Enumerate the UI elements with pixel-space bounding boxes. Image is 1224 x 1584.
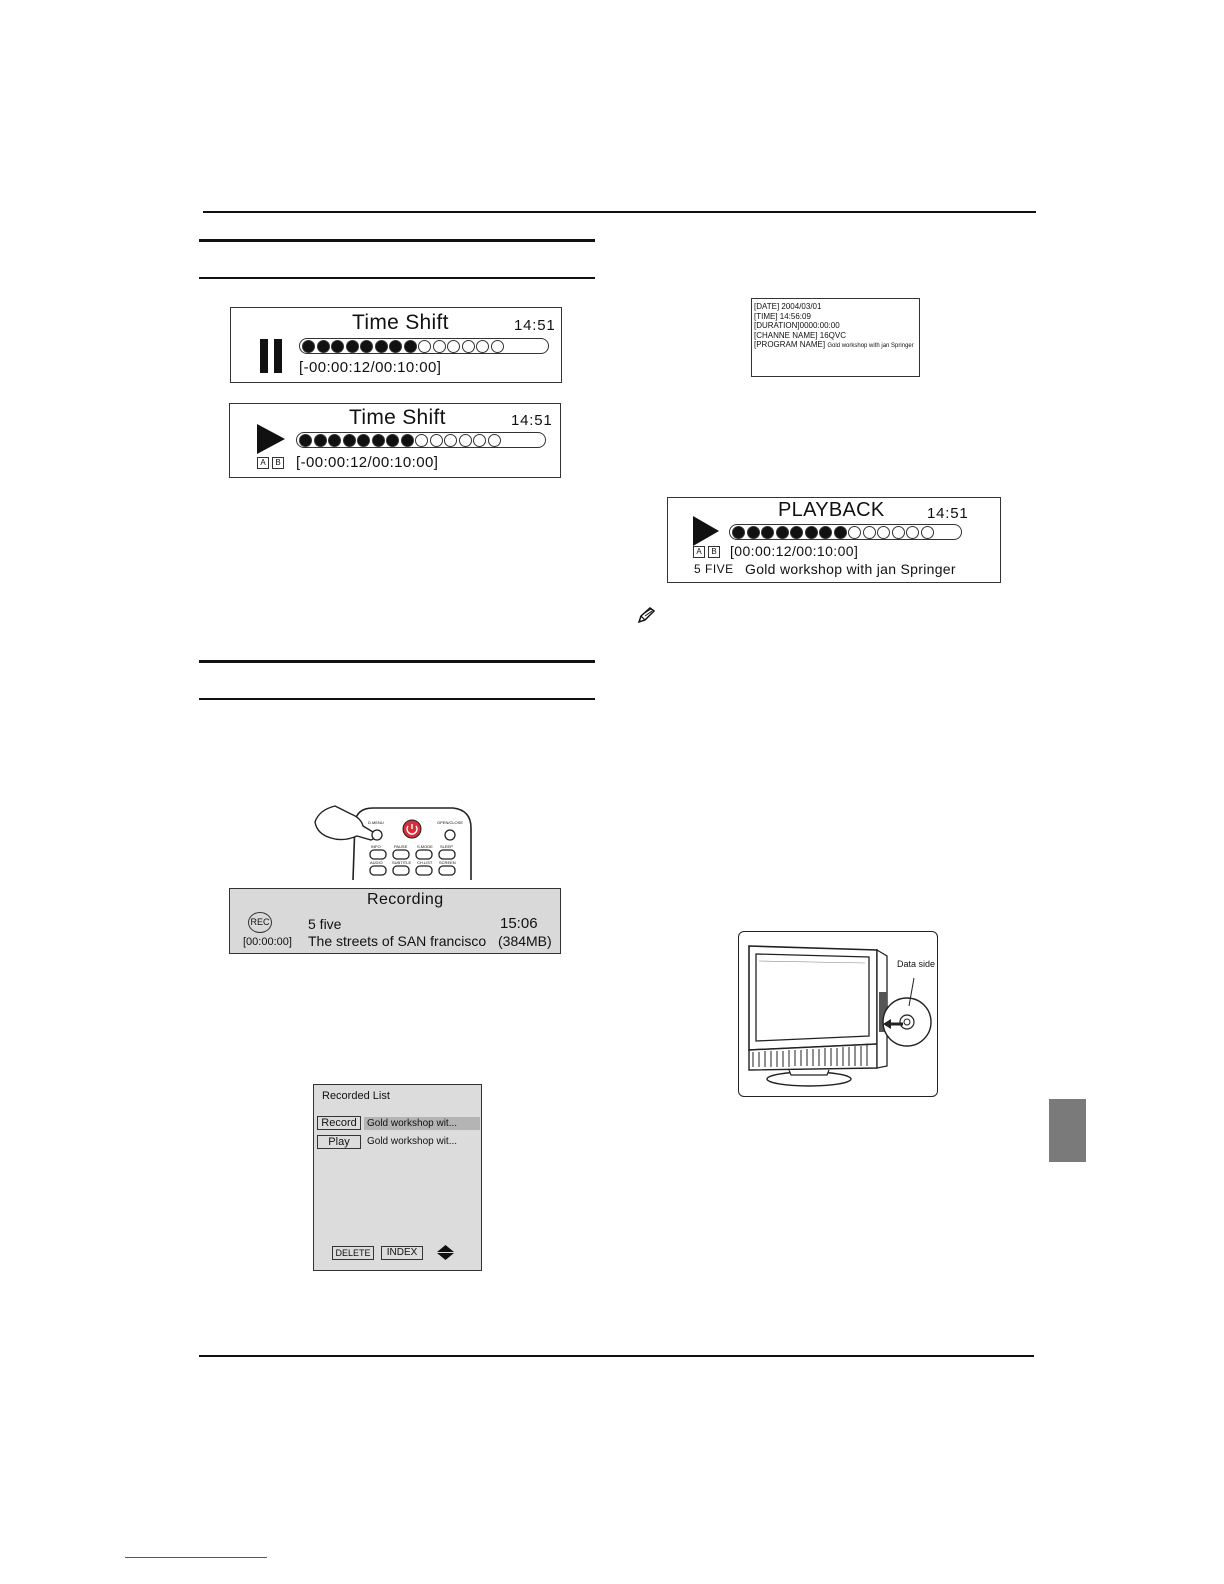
ab-repeat-indicator	[257, 457, 284, 469]
timeshift-play-clock: 14:51	[511, 412, 553, 429]
recording-clock: 15:06	[500, 915, 538, 932]
progress-dot-filled	[401, 434, 414, 447]
timeshift-play-time: [-00:00:12/00:10:00]	[296, 454, 439, 471]
playback-clock: 14:51	[927, 505, 969, 522]
progress-dot-empty	[433, 340, 446, 353]
recording-panel	[229, 888, 561, 954]
info-channel: [CHANNE NAME] 16QVC	[754, 330, 847, 340]
delete-button-label: DELETE	[335, 1248, 371, 1258]
timeshift-pause-progress	[299, 338, 549, 354]
note-pencil-icon	[637, 606, 657, 624]
progress-dot-filled	[343, 434, 356, 447]
recording-elapsed: [00:00:00]	[243, 936, 292, 948]
progress-dot-filled	[761, 526, 774, 539]
progress-dot-filled	[302, 340, 315, 353]
progress-dot-filled	[375, 340, 388, 353]
playback-program: Gold workshop with jan Springer	[745, 561, 956, 577]
remote-label-audio: AUDIO	[370, 860, 383, 865]
info-program	[754, 340, 917, 352]
progress-dot-filled	[328, 434, 341, 447]
remote-label-sleep: SLEEP	[440, 844, 453, 849]
playback-panel	[667, 497, 1001, 583]
info-time: [TIME] 14:56:09	[754, 311, 811, 321]
b-marker: B	[708, 546, 720, 558]
remote-illustration	[313, 802, 473, 880]
remote-label-subtitle: SUBTITLE	[392, 860, 412, 865]
timeshift-play-title: Time Shift	[349, 406, 446, 429]
progress-dot-filled	[317, 340, 330, 353]
index-button-label: INDEX	[386, 1247, 418, 1258]
progress-dot-empty	[921, 526, 934, 539]
b-marker: B	[272, 457, 284, 469]
list-item[interactable]	[364, 1135, 480, 1148]
progress-dot-empty	[430, 434, 443, 447]
progress-dot-filled	[346, 340, 359, 353]
recording-channel: 5 five	[308, 916, 342, 932]
timeshift-pause-clock: 14:51	[514, 317, 556, 334]
bottom-link-underline	[125, 1557, 267, 1558]
recorded-list-title: Recorded List	[322, 1090, 390, 1102]
progress-dot-empty	[462, 340, 475, 353]
remote-drawing	[313, 802, 473, 880]
progress-dot-filled	[732, 526, 745, 539]
play-button-label: Play	[328, 1136, 350, 1148]
ab-repeat-indicator	[693, 546, 720, 558]
progress-dot-empty	[863, 526, 876, 539]
data-side-label: Data side	[897, 959, 936, 969]
progress-dot-filled	[299, 434, 312, 447]
progress-dot-empty	[877, 526, 890, 539]
recorded-list-panel	[313, 1084, 482, 1271]
list-item[interactable]	[364, 1117, 480, 1130]
delete-button[interactable]	[332, 1246, 374, 1260]
progress-dot-empty	[491, 340, 504, 353]
progress-dot-empty	[488, 434, 501, 447]
progress-dot-empty	[906, 526, 919, 539]
header-rule	[203, 211, 1036, 213]
footer-rule	[199, 1355, 1034, 1357]
section2-top-rule	[199, 660, 595, 663]
progress-dot-empty	[415, 434, 428, 447]
playback-time: [00:00:12/00:10:00]	[730, 543, 859, 559]
progress-dot-filled	[389, 340, 402, 353]
tv-disc-drawing	[739, 932, 939, 1098]
list-item-name: Gold workshop wit...	[367, 1118, 458, 1129]
progress-dot-filled	[747, 526, 760, 539]
timeshift-pause-title: Time Shift	[352, 311, 449, 334]
progress-dot-empty	[892, 526, 905, 539]
progress-dot-empty	[447, 340, 460, 353]
progress-dot-empty	[473, 434, 486, 447]
timeshift-pause-time: [-00:00:12/00:10:00]	[299, 359, 442, 376]
side-tab	[1049, 1099, 1086, 1162]
index-button[interactable]	[381, 1246, 423, 1260]
progress-dot-filled	[360, 340, 373, 353]
playback-channel: 5 FIVE	[694, 562, 734, 576]
progress-dot-empty	[459, 434, 472, 447]
progress-dot-filled	[386, 434, 399, 447]
progress-dot-empty	[476, 340, 489, 353]
section1-bottom-rule	[199, 277, 595, 279]
record-button[interactable]	[317, 1116, 361, 1130]
progress-dot-filled	[834, 526, 847, 539]
timeshift-play-panel	[229, 403, 561, 478]
pause-icon	[260, 339, 284, 373]
progress-dot-filled	[357, 434, 370, 447]
progress-dot-empty	[444, 434, 457, 447]
play-button[interactable]	[317, 1135, 361, 1149]
recording-size: (384MB)	[498, 933, 552, 949]
remote-label-smode: S.MODE	[417, 844, 433, 849]
info-date: [DATE] 2004/03/01	[754, 302, 822, 311]
remote-label-dmenu: D.MENU	[368, 820, 384, 825]
remote-label-pause: PAUSE	[394, 844, 408, 849]
recording-title: Recording	[367, 891, 444, 908]
rec-badge-text: REC	[250, 917, 270, 927]
remote-label-info: INFO	[371, 844, 381, 849]
progress-dot-filled	[805, 526, 818, 539]
list-item-name: Gold workshop wit...	[367, 1136, 458, 1147]
play-icon	[693, 516, 719, 546]
section1-top-rule	[199, 239, 595, 242]
info-duration: [DURATION]0000:00:00	[754, 321, 840, 331]
up-down-arrow-icon[interactable]	[437, 1245, 454, 1260]
progress-dot-filled	[404, 340, 417, 353]
info-program-value: Gold workshop with jan Springer	[827, 343, 914, 350]
timeshift-play-progress	[296, 432, 546, 448]
progress-dot-filled	[776, 526, 789, 539]
section2-bottom-rule	[199, 698, 595, 700]
info-program-label: [PROGRAM NAME]	[754, 340, 826, 350]
play-icon	[257, 424, 285, 454]
disc-insert-figure	[738, 931, 938, 1097]
progress-dot-filled	[372, 434, 385, 447]
progress-dot-filled	[331, 340, 344, 353]
a-marker: A	[693, 546, 705, 558]
remote-label-chlist: CH.LIST	[417, 860, 433, 865]
timeshift-pause-panel	[230, 307, 562, 383]
rec-badge	[248, 912, 272, 933]
progress-dot-filled	[790, 526, 803, 539]
playback-progress	[729, 524, 962, 540]
record-button-label: Record	[321, 1117, 357, 1129]
program-info-box	[751, 298, 920, 377]
remote-label-openclose: OPEN/CLOSE	[437, 820, 464, 825]
progress-dot-filled	[314, 434, 327, 447]
a-marker: A	[257, 457, 269, 469]
remote-label-screen: SCREEN	[439, 860, 456, 865]
recording-program: The streets of SAN francisco	[308, 933, 487, 949]
playback-title: PLAYBACK	[778, 499, 885, 521]
progress-dot-empty	[848, 526, 861, 539]
progress-dot-filled	[819, 526, 832, 539]
progress-dot-empty	[418, 340, 431, 353]
